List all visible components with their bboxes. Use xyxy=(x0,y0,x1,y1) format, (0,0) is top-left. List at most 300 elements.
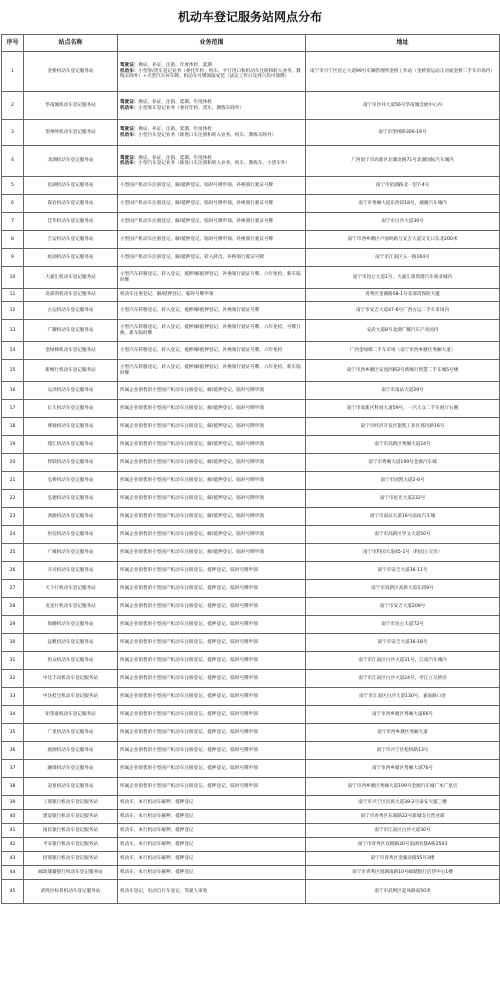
scope-text: 所属企业销售的小型国产机动车注册登记、抵押登记、临时号牌申领 xyxy=(120,765,258,771)
cell-scope xyxy=(118,195,306,213)
cell-no: 31 xyxy=(2,652,24,670)
cell-no: 45 xyxy=(2,880,24,904)
cell-scope xyxy=(118,490,306,508)
cell-scope xyxy=(118,526,306,544)
cell-station-name: 新畅行机动车登记服务站 xyxy=(24,360,118,382)
scope-line xyxy=(120,784,303,789)
scope-key: 驾驶证： xyxy=(120,127,139,133)
cell-station-name: 广耀机动车登记服务站 xyxy=(24,320,118,342)
table-row xyxy=(2,742,500,760)
scope-line xyxy=(120,889,303,894)
cell-scope xyxy=(118,400,306,418)
cell-station-name: 星湖机动车登记服务站 xyxy=(24,177,118,195)
scope-text: 机动车，本行机动车解押、抵押登记 xyxy=(120,855,194,861)
cell-scope xyxy=(118,436,306,454)
cell-station-name: 远帆机动车登记服务站 xyxy=(24,634,118,652)
cell-station-name: 运泽机动车登记服务站 xyxy=(24,382,118,400)
cell-station-name: 天下行机动车登记服务站 xyxy=(24,580,118,598)
cell-scope xyxy=(118,231,306,249)
table-row xyxy=(2,760,500,778)
scope-key: 驾驶证： xyxy=(120,155,139,161)
cell-no: 44 xyxy=(2,866,24,880)
scope-line xyxy=(120,532,303,537)
cell-address: 南宁市青秀区金湖北路55号3楼 xyxy=(306,852,500,866)
cell-station-name: 金绿梯机动车登记服务站 xyxy=(24,342,118,360)
page-title: 机动车登记服务站网点分布 xyxy=(177,10,322,24)
cell-scope xyxy=(118,724,306,742)
scope-line xyxy=(120,568,303,573)
scope-text: 小型汽车转移登记、转入登记、抵押/解抵押登记、补换领行驶证号牌、六年免检 xyxy=(120,347,283,353)
cell-station-name: 钜荣嘉机动车登记服务站 xyxy=(24,706,118,724)
scope-text: 所属企业销售的小型国产机动车注册登记、解/抵押登记、临时号牌申领 xyxy=(120,531,264,537)
cell-address: 南宁市西乡塘区秀厢大道 xyxy=(306,724,500,742)
cell-station-name: 开司机动车登记服务站 xyxy=(24,562,118,580)
cell-address: 南宁市西乡塘区秀厢大道199号金源汽车城广本广星店 xyxy=(306,778,500,796)
scope-text: 小型客/货车登记业务（委托年检、校车、平行进口和机动车注册和转入业务、教练车除外）+大型汽车补车牌、机动车号牌领取安装（法定工作日及周六均可领牌） xyxy=(120,68,301,80)
cell-scope xyxy=(118,706,306,724)
cell-station-name: 广缘机动车登记服务站 xyxy=(24,544,118,562)
cell-station-name: 中达桂宝机动车登记服务站 xyxy=(24,688,118,706)
cell-address: 南宁市江南区白沙大道24号，亭江立交桥旁 xyxy=(306,670,500,688)
cell-station-name: 博通机动车登记服务站 xyxy=(24,418,118,436)
scope-text: 所属企业销售的小型国产机动车注册登记、抵押登记、临时号牌申领 xyxy=(120,657,258,663)
cell-address: 安武大道8号北湖广耀汽车产业园内 xyxy=(306,320,500,342)
cell-scope xyxy=(118,146,306,177)
table-row xyxy=(2,634,500,652)
cell-no: 17 xyxy=(2,400,24,418)
cell-station-name: 冠星机动车登记服务站 xyxy=(24,778,118,796)
table-header-row xyxy=(2,35,500,52)
scope-text: 换证、补证、注销、年度体检、延期 xyxy=(138,63,212,69)
cell-station-name: 广星机动车登记服务站 xyxy=(24,724,118,742)
cell-no: 2 xyxy=(2,92,24,120)
cell-station-name: 吉安机动车登记服务站 xyxy=(24,231,118,249)
scope-text: 小型汽车转移登记、转入登记、抵押/解抵押登记、补换领行驶证号牌、六年免检、新车临时牌 xyxy=(120,272,301,283)
cell-no: 36 xyxy=(2,742,24,760)
cell-scope xyxy=(118,562,306,580)
table-row xyxy=(2,472,500,490)
table-row xyxy=(2,120,500,146)
scope-line xyxy=(120,842,303,847)
scope-text: 所属企业销售的小型国产机动车注册登记、抵押登记、临时号牌申领 xyxy=(120,621,258,627)
scope-text: 小型国产机动车注册登记、解/抵押登记、临时号牌申领、补换领行驶证号牌 xyxy=(120,218,274,224)
scope-line xyxy=(120,348,303,353)
cell-no: 1 xyxy=(2,52,24,92)
table-body xyxy=(2,52,500,904)
cell-scope xyxy=(118,177,306,195)
scope-text: 机动车，本行机动车解押、抵押登记 xyxy=(120,813,194,819)
cell-address: 南宁市西乡塘区秀厢大道66号 xyxy=(306,706,500,724)
cell-no: 37 xyxy=(2,760,24,778)
cell-address: 南宁市沙井大道56号华南城会展中心内 xyxy=(306,92,500,120)
scope-text: 所属企业销售的小型国产机动车注册登记、抵押登记、临时号牌申领 xyxy=(120,603,258,609)
cell-no: 26 xyxy=(2,562,24,580)
cell-scope xyxy=(118,852,306,866)
scope-line xyxy=(120,800,303,805)
scope-text: 机动车，本行机动车解押、抵押登记 xyxy=(120,841,194,847)
table-row xyxy=(2,400,500,418)
scope-text: 换证、补证、注销、延期、年度体检 xyxy=(138,127,212,133)
cell-station-name: 骏源机动车登记服务站 xyxy=(24,742,118,760)
scope-line xyxy=(120,828,303,833)
scope-text: 所属企业销售的小型国产机动车注册登记、抵押登记、临时号牌申领 xyxy=(120,567,258,573)
scope-text: 所属企业销售的小型国产机动车注册登记、抵押登记、临时号牌申领 xyxy=(120,675,258,681)
cell-scope xyxy=(118,880,306,904)
scope-text: 所属企业销售的小型国产机动车注册登记、抵押登记、临时号牌申领 xyxy=(120,729,258,735)
cell-scope xyxy=(118,289,306,302)
cell-no: 24 xyxy=(2,526,24,544)
scope-line xyxy=(120,237,303,242)
cell-no: 13 xyxy=(2,320,24,342)
cell-address: 南宁市兴宁区松柏路13号 xyxy=(306,742,500,760)
station-table xyxy=(1,34,500,904)
cell-station-name: 恒信机动车登记服务站 xyxy=(24,526,118,544)
cell-no: 19 xyxy=(2,436,24,454)
table-row xyxy=(2,92,500,120)
table-row xyxy=(2,724,500,742)
cell-station-name: 弘桥机动车登记服务站 xyxy=(24,472,118,490)
cell-station-name: 龙星行机动车登记服务站 xyxy=(24,598,118,616)
cell-address: 南宁市西乡塘区卢仙岭路与安吉大道交叉口东北200米 xyxy=(306,231,500,249)
scope-line xyxy=(120,550,303,555)
cell-no: 41 xyxy=(2,824,24,838)
table-row xyxy=(2,342,500,360)
cell-address: 青秀区金湖路58-1号北部湾保险大厦 xyxy=(306,289,500,302)
cell-scope xyxy=(118,508,306,526)
cell-station-name: 智联机动车登记服务站 xyxy=(24,454,118,472)
scope-text: 机动车注册登记、解/抵押登记、临时号牌申领 xyxy=(120,292,214,298)
cell-station-name: 中达丰田机动车登记服务站 xyxy=(24,670,118,688)
scope-line xyxy=(120,856,303,861)
scope-text: 所属企业销售的小型国产机动车注册登记、解/抵押登记、临时号牌申领 xyxy=(120,513,264,519)
scope-text: 所属企业销售的小型国产机动车注册登记、抵押登记、临时号牌申领 xyxy=(120,783,258,789)
cell-address: 南宁市高新区科园大道59号，一汽大众二手车展厅右侧 xyxy=(306,400,500,418)
scope-text: 所属企业销售的小型国产机动车注册登记、抵押登记、临时号牌申领 xyxy=(120,747,258,753)
cell-address: 南宁市望州路306-16号 xyxy=(306,120,500,146)
scope-text: 所属企业销售的小型国产机动车注册登记、解/抵押登记、临时号牌申领 xyxy=(120,477,264,483)
cell-no: 25 xyxy=(2,544,24,562)
cell-station-name: 蛀涌机动车登记服务站 xyxy=(24,249,118,267)
scope-line xyxy=(120,219,303,224)
cell-address: 南宁市星湖路北一里7-4号 xyxy=(306,177,500,195)
scope-line xyxy=(120,730,303,735)
scope-line xyxy=(120,586,303,591)
scope-line xyxy=(120,676,303,681)
cell-no: 40 xyxy=(2,810,24,824)
header-scope: 业务范围 xyxy=(118,35,306,52)
table-row xyxy=(2,838,500,852)
table-row xyxy=(2,454,500,472)
cell-scope xyxy=(118,824,306,838)
cell-station-name: 融锋机动车登记服务站 xyxy=(24,760,118,778)
scope-line xyxy=(120,183,303,188)
cell-scope xyxy=(118,778,306,796)
cell-no: 39 xyxy=(2,796,24,810)
scope-line xyxy=(120,766,303,771)
cell-scope xyxy=(118,213,306,231)
cell-address: 南宁市西乡塘区秀厢大道76号 xyxy=(306,760,500,778)
scope-text: 小型汽车转移登记、转入登记、抵押/解抵押登记、补换领行驶证号牌、六年免检、新车临时牌 xyxy=(120,365,301,376)
cell-scope xyxy=(118,382,306,400)
cell-station-name: 嵩岩机动车登记服务站 xyxy=(24,195,118,213)
scope-text: 所属企业销售的小型国产机动车注册登记、解/抵押登记、临时号牌申领 xyxy=(120,405,264,411)
cell-station-name: 建设银行机动车登记服务站 xyxy=(24,810,118,824)
cell-address: 南宁市安吉大道36-11号 xyxy=(306,562,500,580)
cell-scope xyxy=(118,472,306,490)
scope-line xyxy=(120,388,303,393)
cell-scope xyxy=(118,418,306,436)
table-row xyxy=(2,866,500,880)
table-row xyxy=(2,526,500,544)
scope-line xyxy=(120,640,303,645)
scope-text: 小型国产机动车注册登记、解/抵押登记、临时号牌申领、补换领行驶证号牌 xyxy=(120,236,274,242)
cell-address: 南宁市安吉大道47-6号广西古运二手车市场内 xyxy=(306,302,500,320)
cell-address: 南宁市江南区白沙大道130号，嘉南路口处 xyxy=(306,688,500,706)
cell-no: 32 xyxy=(2,670,24,688)
cell-no: 30 xyxy=(2,634,24,652)
table-row xyxy=(2,289,500,302)
cell-no: 5 xyxy=(2,177,24,195)
scope-text: 所属企业销售的小型国产机动车注册登记、解/抵押登记、临时号牌申领 xyxy=(120,441,264,447)
table-row xyxy=(2,382,500,400)
scope-line xyxy=(120,442,303,447)
scope-key: 驾驶证： xyxy=(120,63,139,69)
scope-text: 所属企业销售的小型国产机动车注册登记、抵押登记、临时号牌申领 xyxy=(120,693,258,699)
cell-station-name: 华南城机动车登记服务站 xyxy=(24,92,118,120)
table-row xyxy=(2,824,500,838)
cell-station-name: 武鸣区标普机动车登记服务站 xyxy=(24,880,118,904)
cell-scope xyxy=(118,688,306,706)
table-row xyxy=(2,580,500,598)
table-row xyxy=(2,508,500,526)
cell-no: 4 xyxy=(2,146,24,177)
scope-text: 机动车，本行机动车解押、抵押登记 xyxy=(120,827,194,833)
cell-scope xyxy=(118,742,306,760)
scope-text: 小型汽车登记业务（除进口车注册和转入业务、校车、教练车、小货车外） xyxy=(138,161,290,166)
table-row xyxy=(2,796,500,810)
scope-text: 所属企业销售的小型国产机动车注册登记、解/抵押登记、临时号牌申领 xyxy=(120,549,264,555)
scope-text: 小型国产机动车注册登记、解/抵押登记、临时号牌申领、补换领行驶证号牌 xyxy=(120,182,274,188)
scope-text: 小型汽车登记业务（除进口车注册和转入业务、校车、教练车除外） xyxy=(138,132,277,138)
table-row xyxy=(2,195,500,213)
cell-scope xyxy=(118,544,306,562)
cell-address: 南宁市安吉大道209号 xyxy=(306,598,500,616)
header-no: 序号 xyxy=(2,35,24,52)
table-row xyxy=(2,880,500,904)
scope-text: 所属企业销售的小型国产机动车注册登记、抵押登记、临时号牌申领 xyxy=(120,585,258,591)
cell-no: 29 xyxy=(2,616,24,634)
cell-station-name: 大嘉汇机动车登记服务站 xyxy=(24,267,118,289)
cell-station-name: 鸿骏机动车登记服务站 xyxy=(24,508,118,526)
cell-scope xyxy=(118,838,306,852)
cell-station-name: 弘德机动车登记服务站 xyxy=(24,490,118,508)
table-row xyxy=(2,810,500,824)
table-row xyxy=(2,778,500,796)
cell-no: 22 xyxy=(2,490,24,508)
scope-text: 小型国产机动车注册登记、解/抵押登记、临时号牌申领、补换领行驶证号牌 xyxy=(120,200,274,206)
cell-scope xyxy=(118,760,306,778)
scope-line xyxy=(120,406,303,411)
cell-station-name: 北湖机动车登记服务站 xyxy=(24,146,118,177)
scope-line xyxy=(120,308,303,313)
scope-line xyxy=(120,870,303,875)
scope-line xyxy=(120,604,303,609)
scope-line xyxy=(120,106,303,111)
cell-station-name: 望州岭机动车登记服务站 xyxy=(24,120,118,146)
cell-scope xyxy=(118,670,306,688)
cell-address: 南宁市白沙大道30号 xyxy=(306,213,500,231)
table-row xyxy=(2,852,500,866)
table-row xyxy=(2,418,500,436)
scope-text: 机动车登记，电动自行车登记，驾驶人审验 xyxy=(120,888,208,894)
scope-line xyxy=(120,478,303,483)
cell-scope xyxy=(118,52,306,92)
cell-station-name: 平安银行机动车登记服务站 xyxy=(24,838,118,852)
table-row xyxy=(2,688,500,706)
cell-address: 南宁市青秀区园湖南路10号邮储银行信贷中心1楼 xyxy=(306,866,500,880)
cell-address: 南宁市江南区白沙大道30号 xyxy=(306,824,500,838)
scope-line xyxy=(120,161,303,166)
cell-no: 21 xyxy=(2,472,24,490)
cell-no: 6 xyxy=(2,195,24,213)
cell-no: 27 xyxy=(2,580,24,598)
cell-no: 20 xyxy=(2,454,24,472)
scope-line xyxy=(120,325,303,336)
scope-text: 机动车，本行机动车解押、抵押登记 xyxy=(120,869,194,875)
scope-line xyxy=(120,255,303,260)
cell-address: 南宁市秀厢大道199号金源汽车城 xyxy=(306,454,500,472)
cell-scope xyxy=(118,796,306,810)
table-row xyxy=(2,231,500,249)
table-row xyxy=(2,360,500,382)
table-row xyxy=(2,562,500,580)
table-row xyxy=(2,652,500,670)
scope-line xyxy=(120,201,303,206)
scope-text: 所属企业销售的小型国产机动车注册登记、抵押登记、临时号牌申领 xyxy=(120,639,258,645)
scope-text: 换证、补证、注销、延期、年度体检 xyxy=(138,155,212,161)
cell-scope xyxy=(118,120,306,146)
table-row xyxy=(2,436,500,454)
table-row xyxy=(2,670,500,688)
table-row xyxy=(2,302,500,320)
scope-line xyxy=(120,272,303,283)
cell-station-name: 金桥机动车登记服务站 xyxy=(24,52,118,92)
cell-address: 南宁市青秀区双拥路30号南湖名都A栋2503 xyxy=(306,838,500,852)
table-row xyxy=(2,249,500,267)
cell-no: 18 xyxy=(2,418,24,436)
table-row xyxy=(2,213,500,231)
scope-line xyxy=(120,133,303,138)
cell-address: 南宁市秀厢大道东西段18号，城湖汽车城内 xyxy=(306,195,500,213)
table-row xyxy=(2,544,500,562)
table-row xyxy=(2,267,500,289)
scope-line xyxy=(120,424,303,429)
scope-line xyxy=(120,712,303,717)
cell-address: 南宁市青秀区东葛路22号新城支行营业部 xyxy=(306,810,500,824)
cell-station-name: 佳华机动车登记服务站 xyxy=(24,213,118,231)
scope-line xyxy=(120,460,303,465)
cell-scope xyxy=(118,92,306,120)
scope-text: 小型汽车转移登记、转入登记、抵押/解抵押登记、补换领行驶证号牌、六年免检、号牌互换、新车临时牌 xyxy=(120,325,301,336)
cell-address: 南宁市国凯大道2-6号 xyxy=(306,472,500,490)
scope-key: 驾驶证： xyxy=(120,100,139,106)
cell-no: 33 xyxy=(2,688,24,706)
scope-key: 机动车： xyxy=(120,105,139,111)
cell-address: 广西金绿梯二手车市场（南宁市西乡塘区秀厢大道） xyxy=(306,342,500,360)
scope-text: 所属企业销售的小型国产机动车注册登记、解/抵押登记、临时号牌申领 xyxy=(120,459,264,465)
cell-address: 广西南宁市高新区北湖北路71号北湖国际汽车城内 xyxy=(306,146,500,177)
cell-scope xyxy=(118,866,306,880)
scope-text: 小型汽车转移登记、转入登记、抵押/解抵押登记、补换领行驶证号牌 xyxy=(120,307,260,313)
cell-station-name: 海腾机动车登记服务站 xyxy=(24,616,118,634)
cell-address: 南宁市南站大道16号南站汽车城 xyxy=(306,508,500,526)
table-row xyxy=(2,490,500,508)
scope-line xyxy=(120,514,303,519)
cell-station-name: 建汇机动车登记服务站 xyxy=(24,436,118,454)
cell-station-name: 北部湾机动车登记服务站 xyxy=(24,289,118,302)
scope-line xyxy=(120,365,303,376)
cell-no: 8 xyxy=(2,231,24,249)
scope-line xyxy=(120,748,303,753)
cell-address: 南宁市高新区秀厢大道24号 xyxy=(306,436,500,454)
cell-no: 9 xyxy=(2,249,24,267)
cell-no: 10 xyxy=(2,267,24,289)
cell-scope xyxy=(118,616,306,634)
cell-address: 南宁市昆仑大道72号 xyxy=(306,616,500,634)
scope-text: 所属企业销售的小型国产机动车注册登记、解/抵押登记、临时号牌申领 xyxy=(120,387,264,393)
cell-no: 12 xyxy=(2,302,24,320)
header-addr: 地址 xyxy=(306,35,500,52)
cell-no: 42 xyxy=(2,838,24,852)
cell-no: 43 xyxy=(2,852,24,866)
cell-no: 34 xyxy=(2,706,24,724)
cell-address: 南宁市兴宁区昆仑大道99号车辆管理所金桥工作站（金桥客运站正对面金桥二手车市场内） xyxy=(306,52,500,92)
cell-address: 南宁市科园大道45-1号（科园立交旁） xyxy=(306,544,500,562)
cell-no: 28 xyxy=(2,598,24,616)
scope-line xyxy=(120,622,303,627)
scope-line xyxy=(120,694,303,699)
cell-address: 南宁市兴宁区民族大道38-2号泰安大厦三楼 xyxy=(306,796,500,810)
table-row xyxy=(2,52,500,92)
cell-address: 南宁市星光大道232号 xyxy=(306,490,500,508)
cell-scope xyxy=(118,634,306,652)
cell-station-name: 长久机动车登记服务站 xyxy=(24,400,118,418)
scope-line xyxy=(120,292,303,297)
scope-line xyxy=(120,69,303,80)
table-row xyxy=(2,146,500,177)
table-row xyxy=(2,177,500,195)
scope-text: 机动车，本行机动车解押、抵押登记 xyxy=(120,799,194,805)
cell-no: 23 xyxy=(2,508,24,526)
cell-no: 16 xyxy=(2,382,24,400)
cell-no: 7 xyxy=(2,213,24,231)
cell-no: 3 xyxy=(2,120,24,146)
cell-address: 南宁市江南区白沙大道31号，江南汽车城内 xyxy=(306,652,500,670)
scope-key: 机动车： xyxy=(120,68,139,74)
cell-scope xyxy=(118,598,306,616)
scope-line xyxy=(120,658,303,663)
cell-no: 35 xyxy=(2,724,24,742)
scope-line xyxy=(120,814,303,819)
cell-address: 南宁市西乡塘区安园西路2号新畅行智慧二手车城5号楼 xyxy=(306,360,500,382)
cell-scope xyxy=(118,342,306,360)
table-row xyxy=(2,320,500,342)
cell-station-name: 国民银行机动车登记服务站 xyxy=(24,824,118,838)
cell-scope xyxy=(118,302,306,320)
scope-text: 换证、补证、注销、延期、年度体检 xyxy=(138,100,212,106)
scope-text: 所属企业销售的小型国产机动车注册登记、解/抵押登记、临时号牌申领 xyxy=(120,495,264,501)
cell-station-name: 工商银行机动车登记服务站 xyxy=(24,796,118,810)
